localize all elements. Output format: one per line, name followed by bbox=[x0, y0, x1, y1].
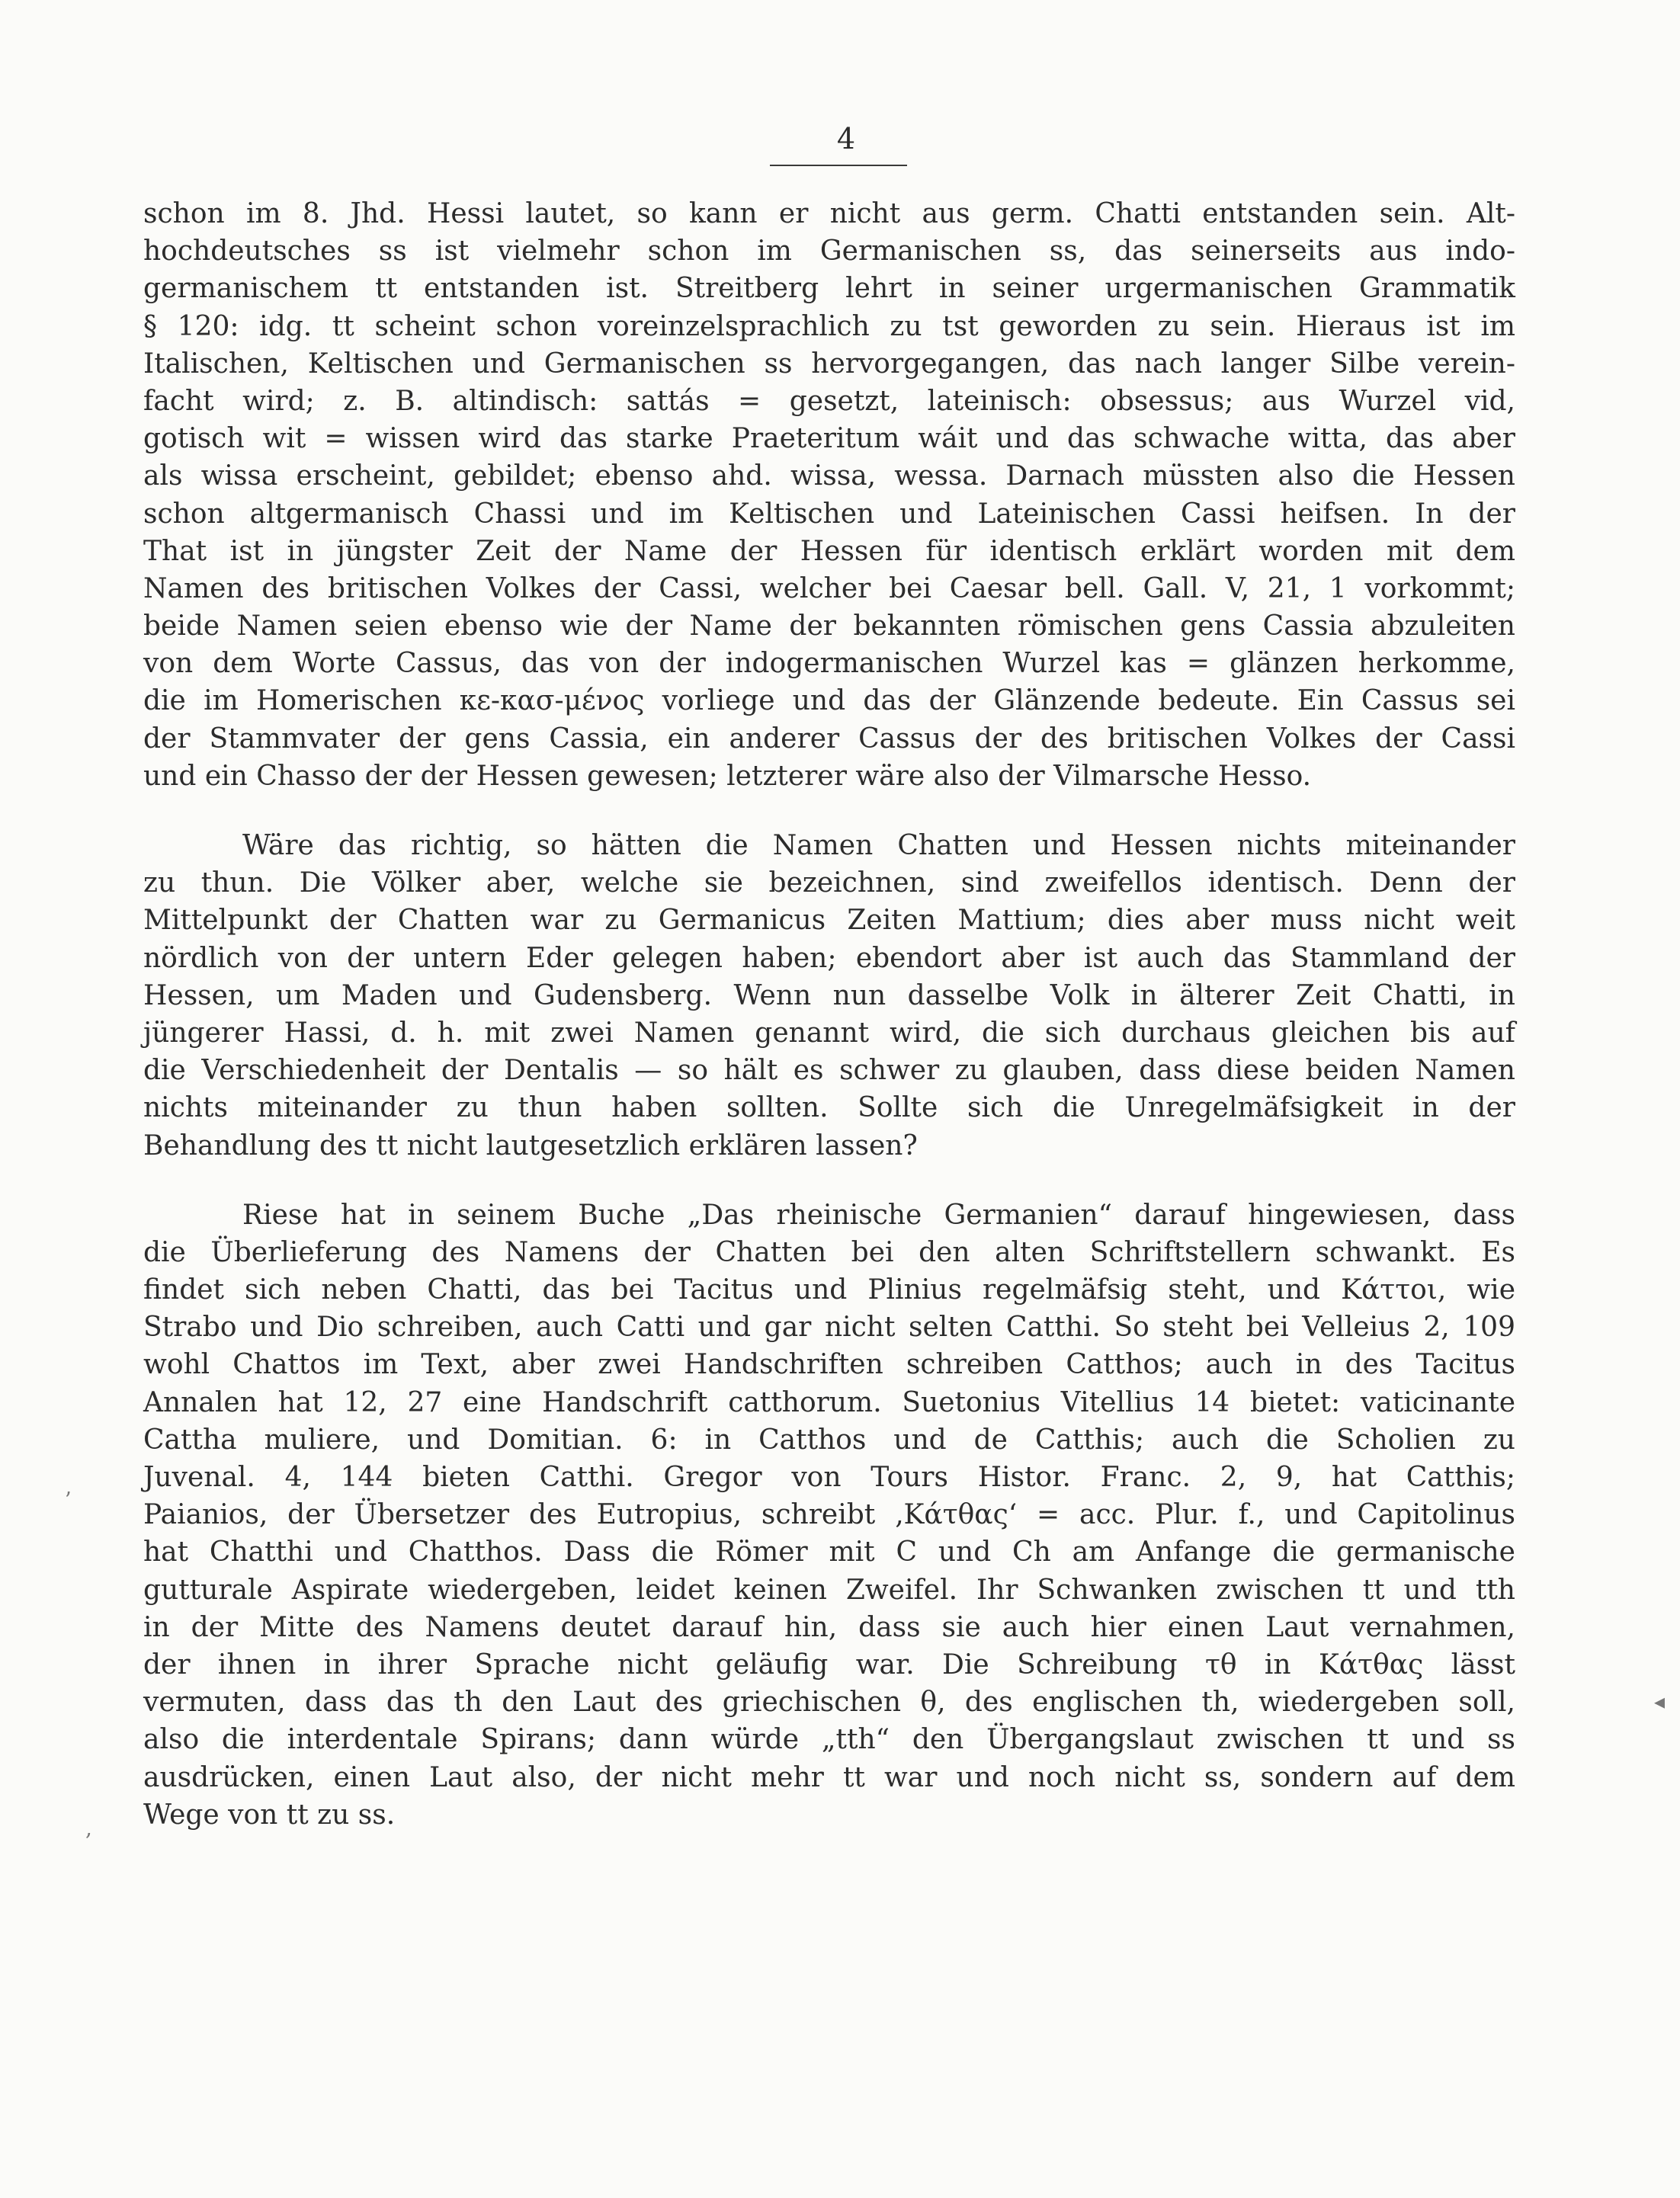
text-line: Wege von tt zu ss. bbox=[143, 1799, 396, 1831]
text-line: hochdeutsches ss ist vielmehr schon im Germanischen ss, das seinerseits aus indo- bbox=[143, 236, 1515, 268]
text-line: schon altgermanisch Chassi und im Keltischen und Lateinischen Cassi heifsen. In der bbox=[143, 498, 1515, 530]
text-line: in der Mitte des Namens deutet darauf hin, dass sie auch hier einen Laut vernahmen, bbox=[143, 1611, 1515, 1643]
body-text bbox=[143, 195, 1515, 1834]
text-line: facht wird; z. B. altindisch: sattás = gesetzt, lateinisch: obsessus; aus Wurzel vid, bbox=[143, 385, 1515, 417]
margin-speck: , bbox=[85, 1815, 92, 1841]
text-line: Riese hat in seinem Buche „Das rheinische Germanien“ darauf hingewiesen, dass bbox=[242, 1199, 1515, 1231]
text-line: § 120: idg. tt scheint schon voreinzelsprachlich zu tst geworden zu sein. Hieraus ist im bbox=[143, 310, 1515, 342]
text-line: schon im 8. Jhd. Hessi lautet, so kann er nicht aus germ. Chatti entstanden sein. Alt- bbox=[143, 198, 1515, 229]
text-line: Annalen hat 12, 27 eine Handschrift catthorum. Suetonius Vitellius 14 bietet: vaticinante bbox=[143, 1386, 1515, 1418]
text-line: ausdrücken, einen Laut also, der nicht mehr tt war und noch nicht ss, sondern auf dem bbox=[143, 1761, 1515, 1793]
text-line: die Überlieferung des Namens der Chatten bei den alten Schriftstellern schwankt. Es bbox=[143, 1236, 1515, 1268]
text-line: von dem Worte Cassus, das von der indogermanischen Wurzel kas = glänzen herkomme, bbox=[143, 648, 1515, 680]
page-number-rule bbox=[770, 165, 907, 166]
paragraph-2 bbox=[143, 827, 1515, 1165]
text-line: vermuten, dass das th den Laut des griechischen θ, des englischen th, wiedergeben soll, bbox=[143, 1687, 1515, 1719]
text-line: germanischem tt entstanden ist. Streitberg lehrt in seiner urgermanischen Grammatik bbox=[143, 273, 1515, 305]
text-line: Juvenal. 4, 144 bieten Catthi. Gregor von Tours Histor. Franc. 2, 9, hat Catthis; bbox=[143, 1462, 1515, 1493]
text-line: zu thun. Die Völker aber, welche sie bezeichnen, sind zweifellos identisch. Denn der bbox=[143, 867, 1515, 899]
paragraph-gap bbox=[143, 1165, 1515, 1197]
margin-speck: ◂ bbox=[1654, 1689, 1666, 1714]
text-line: gutturale Aspirate wiedergeben, leidet keinen Zweifel. Ihr Schwanken zwischen tt und tth bbox=[143, 1574, 1515, 1606]
paragraph-3 bbox=[143, 1197, 1515, 1834]
text-line: nichts miteinander zu thun haben sollten. Sollte sich die Unregelmäfsigkeit in der bbox=[143, 1092, 1515, 1124]
text-line: jüngerer Hassi, d. h. mit zwei Namen genannt wird, die sich durchaus gleichen bis auf bbox=[143, 1017, 1515, 1049]
text-line: die Verschiedenheit der Dentalis — so hält es schwer zu glauben, dass diese beiden Namen bbox=[143, 1055, 1515, 1087]
text-line: Italischen, Keltischen und Germanischen ss hervorgegangen, das nach langer Silbe verein- bbox=[143, 348, 1515, 380]
text-line: gotisch wit = wissen wird das starke Praeteritum wáit und das schwache witta, das aber bbox=[143, 423, 1515, 455]
text-line: wohl Chattos im Text, aber zwei Handschriften schreiben Catthos; auch in des Tacitus bbox=[143, 1349, 1515, 1381]
text-line: der ihnen in ihrer Sprache nicht geläufig war. Die Schreibung τθ in Κάτθας lässt bbox=[143, 1648, 1515, 1681]
text-line: die im Homerischen κε-κασ-μένος vorliege und das der Glänzende bedeute. Ein Cassus sei bbox=[143, 685, 1515, 717]
text-line: als wissa erscheint, gebildet; ebenso ahd. wissa, wessa. Darnach müssten also die Hessen bbox=[143, 460, 1515, 492]
margin-speck: ʼ bbox=[64, 1488, 71, 1513]
paragraph-1 bbox=[143, 195, 1515, 795]
text-line: findet sich neben Chatti, das bei Tacitus und Plinius regelmäfsig steht, und Κάττοι, wie bbox=[143, 1274, 1515, 1306]
text-line: Cattha muliere, und Domitian. 6: in Catthos und de Catthis; auch die Scholien zu bbox=[143, 1424, 1515, 1456]
text-line: beide Namen seien ebenso wie der Name der bekannten römischen gens Cassia abzuleiten bbox=[143, 610, 1515, 642]
text-line: der Stammvater der gens Cassia, ein anderer Cassus der des britischen Volkes der Cassi bbox=[143, 723, 1515, 755]
text-line: Namen des britischen Volkes der Cassi, welcher bei Caesar bell. Gall. V, 21, 1 vorkommt; bbox=[143, 572, 1515, 604]
text-line: That ist in jüngster Zeit der Name der Hessen für identisch erklärt worden mit dem bbox=[143, 535, 1515, 567]
text-line: also die interdentale Spirans; dann würde „tth“ den Übergangslaut zwischen tt und ss bbox=[143, 1724, 1515, 1756]
page-number: 4 bbox=[836, 122, 856, 155]
paragraph-gap bbox=[143, 795, 1515, 827]
text-line: hat Chatthi und Chatthos. Dass die Römer mit C und Ch am Anfange die germanische bbox=[143, 1536, 1515, 1568]
text-line: Hessen, um Maden und Gudensberg. Wenn nun dasselbe Volk in älterer Zeit Chatti, in bbox=[143, 979, 1515, 1011]
text-line: Mittelpunkt der Chatten war zu Germanicus Zeiten Mattium; dies aber muss nicht weit bbox=[143, 905, 1515, 937]
text-line: nördlich von der untern Eder gelegen haben; ebendort aber ist auch das Stammland der bbox=[143, 942, 1515, 974]
text-line: Wäre das richtig, so hätten die Namen Chatten und Hessen nichts miteinander bbox=[242, 830, 1515, 861]
text-line: und ein Chasso der der Hessen gewesen; letzterer wäre also der Vilmarsche Hesso. bbox=[143, 760, 1312, 792]
text-line: Behandlung des tt nicht lautgesetzlich erklären lassen? bbox=[143, 1129, 918, 1161]
text-line: Strabo und Dio schreiben, auch Catti und gar nicht selten Catthi. So steht bei Velleius 2, 109 bbox=[143, 1312, 1515, 1344]
text-line: Paianios, der Übersetzer des Eutropius, schreibt ‚Κάτθας‘ = acc. Plur. f., und Capitolinus bbox=[143, 1499, 1515, 1531]
